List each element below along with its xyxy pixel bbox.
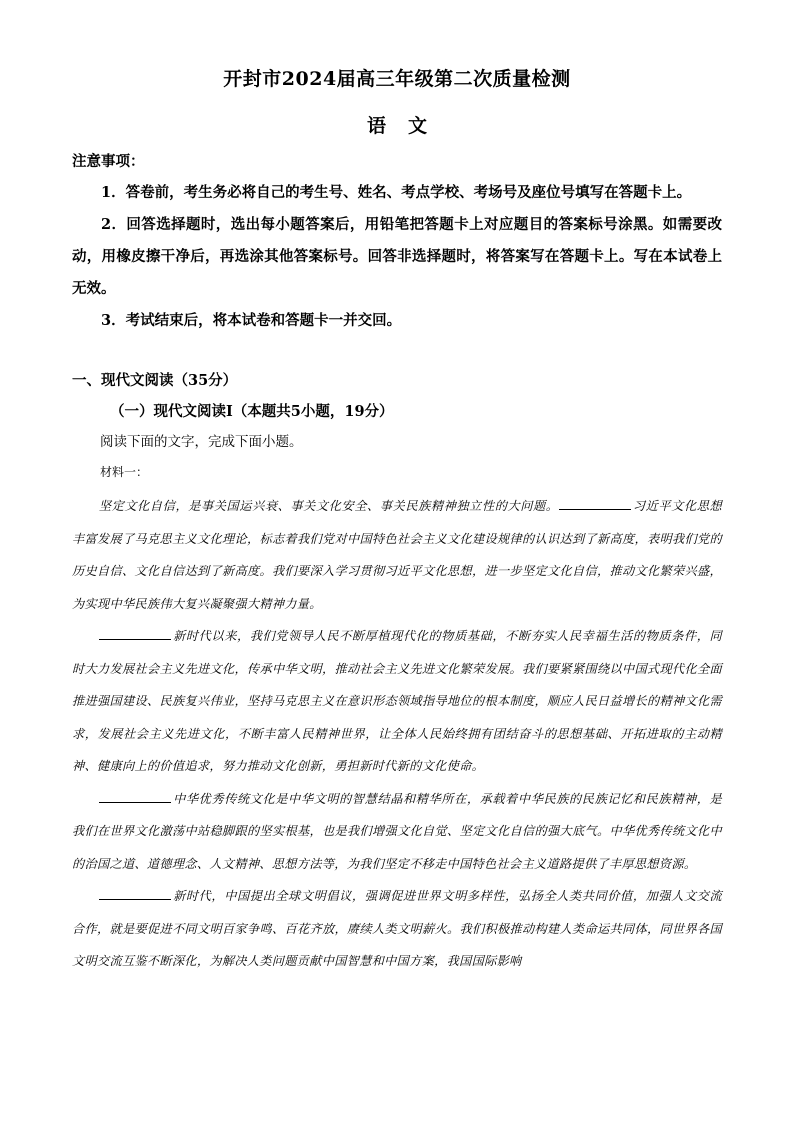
subsection-heading: （一）现代文阅读Ⅰ（本题共5小题，19分） (110, 403, 394, 420)
section-heading: 一、现代文阅读（35分） (72, 372, 238, 389)
notice-item-1: 1．答卷前，考生务必将自己的考生号、姓名、考点学校、考场号及座位号填写在答题卡上。 (101, 184, 692, 201)
passage-paragraph (72, 783, 722, 881)
fill-blank (99, 625, 171, 640)
fill-blank (99, 885, 171, 900)
paragraph-text-before: 坚定文化自信，是事关国运兴衰、事关文化安全、事关民族精神独立性的大问题。 (98, 499, 559, 513)
paragraph-text-after: 新时代，中国提出全球文明倡议，强调促进世界文明多样性，弘扬全人类共同价值，加强人文交流合作，就是要促进不同文明百家争鸣、百花齐放，赓续人类文明薪火。我们积极推动构建人类命运共同体，同世界各国文明交流互鉴不断深化，为解决人类问题贡献中国智慧和中国方案，我国国际影响 (72, 889, 722, 968)
paragraph-text-after: 新时代以来，我们党领导人民不断厚植现代化的物质基础，不断夯实人民幸福生活的物质条件，同时大力发展社会主义先进文化，传承中华文明，推动社会主义先进文化繁荣发展。我们要紧紧围绕以中国式现代化全面推进强国建设、民族复兴伟业，坚持马克思主义在意识形态领域指导地位的根本制度，顺应人民日益增长的精神文化需求，发展社会主义先进文化，不断丰富人民精神世界，让全体人民始终拥有团结奋斗的思想基础、开拓进取的主动精神、健康向上的价值追求，努力推动文化创新，勇担新时代新的文化使命。 (72, 629, 722, 773)
fill-blank (559, 495, 631, 510)
notice-item-2: 2．回答选择题时，选出每小题答案后，用铅笔把答题卡上对应题目的答案标号涂黑。如需要改动，用橡皮擦干净后，再选涂其他答案标号。回答非选择题时，将答案写在答题卡上。写在本试卷上无效。 (72, 216, 722, 297)
subject-title: 语文 (366, 115, 449, 137)
paragraph-text-after: 中华优秀传统文化是中华文明的智慧结晶和精华所在，承载着中华民族的民族记忆和民族精神，是我们在世界文化激荡中站稳脚跟的坚实根基，也是我们增强文化自觉、坚定文化自信的强大底气。中华优秀传统文化中的治国之道、道德理念、人文精神、思想方法等，为我们坚定不移走中国特色社会主义道路提供了丰厚思想资源。 (72, 791, 722, 871)
reading-passage (72, 490, 722, 978)
notice-list (72, 177, 722, 337)
passage-paragraph (72, 620, 722, 783)
passage-paragraph (72, 490, 722, 620)
material-label: 材料一： (100, 465, 149, 479)
passage-paragraph (72, 880, 722, 978)
page-title: 开封市2024届高三年级第二次质量检测 (223, 68, 571, 90)
fill-blank (99, 788, 171, 803)
reading-instruction: 阅读下面的文字，完成下面小题。 (100, 434, 303, 450)
notice-heading: 注意事项： (72, 153, 145, 170)
notice-item-3: 3．考试结束后，将本试卷和答题卡一并交回。 (101, 312, 402, 329)
paragraph-text-after: 习近平文化思想丰富发展了马克思主义文化理论，标志着我们党对中国特色社会主义文化建设规律的认识达到了新高度，表明我们党的历史自信、文化自信达到了新高度。我们要深入学习贯彻习近平文化思想，进一步坚定文化自信，推动文化繁荣兴盛，为实现中华民族伟大复兴凝聚强大精神力量。 (72, 499, 722, 611)
